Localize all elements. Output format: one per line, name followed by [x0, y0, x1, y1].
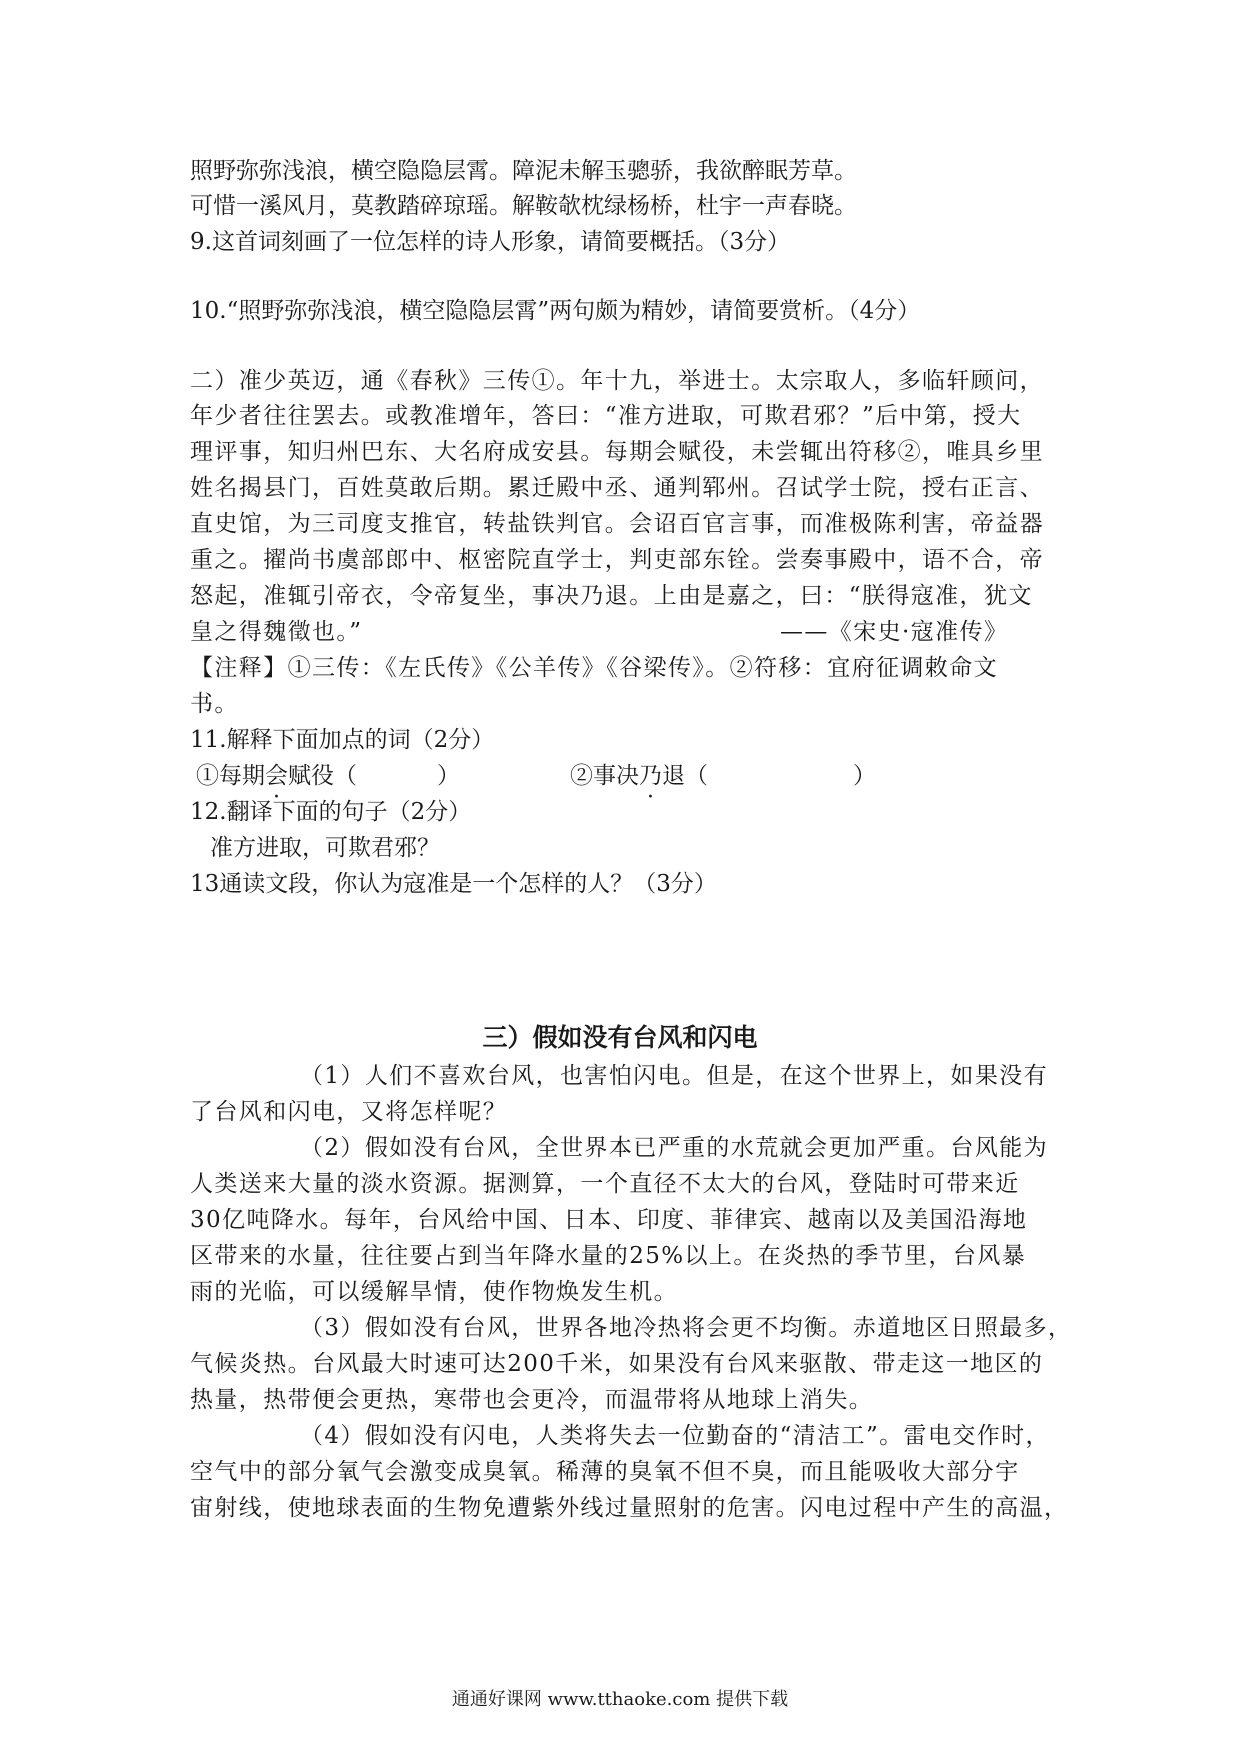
article-line: （4）假如没有闪电，人类将失去一位勤奋的“清洁工”。雷电交作时， [300, 1423, 1050, 1449]
article-line: （3）假如没有台风，世界各地冷热将会更不均衡。赤道地区日照最多， [300, 1315, 1073, 1341]
question-12-sentence: 准方进取，可欺君邪？ [210, 835, 440, 861]
passage-line: 姓名揭县门，百姓莫敢后期。累迁殿中丞、通判郓州。召试学士院，授右正言、 [190, 475, 1044, 501]
article-line: 热量，热带便会更热，寒带也会更冷，而温带将从地球上消失。 [190, 1387, 874, 1413]
question-13: 13通读文段，你认为寇准是一个怎样的人？（3分） [190, 871, 717, 897]
footer-text: 通通好课网 www.tthaoke.com 提供下载 [451, 1689, 789, 1710]
question-11-title: 11.解释下面加点的词（2分） [190, 727, 495, 753]
passage-line: 直史馆，为三司度支推官，转盐铁判官。会诏百官言事，而准极陈利害，帝益器 [190, 511, 1044, 537]
article-line: 30亿吨降水。每年，台风给中国、日本、印度、菲律宾、越南以及美国沿海地 [190, 1207, 1028, 1233]
passage-line: 怒起，准辄引帝衣，令帝复坐，事决乃退。上由是嘉之，曰：“朕得寇准，犹文 [190, 583, 1033, 609]
annotation-line-1: 【注释】①三传：《左氏传》《公羊传》《谷梁传》。②符移：宜府征调敕命文 [190, 655, 998, 681]
article-line: 宙射线，使地球表面的生物免遭紫外线过量照射的危害。闪电过程中产生的高温， [190, 1495, 1069, 1521]
annotation-line-2: 书。 [190, 691, 239, 717]
passage-line: 二）准少英迈，通《春秋》三传①。年十九，举进士。太宗取人，多临轩顾问， [190, 368, 1044, 394]
article-line: 空气中的部分氧气会激变成臭氧。稀薄的臭氧不但不臭，而且能吸收大部分宇 [190, 1459, 1020, 1485]
article-line: （2）假如没有台风，全世界本已严重的水荒就会更加严重。台风能为 [300, 1135, 1049, 1161]
article-line: 了台风和闪电，又将怎样呢？ [190, 1099, 508, 1125]
question-11-items: ①每期会赋役（ ） ②事决乃退（ ） [196, 763, 876, 789]
dotted-word: 乃 [639, 763, 662, 789]
passage-ending: 皇之得魏徵也。” [190, 619, 363, 645]
passage-last-line [190, 614, 1090, 650]
passage-line: 年少者往往罢去。或教准增年，答曰：“准方进取，可欺君邪？”后中第，授大 [190, 403, 1022, 429]
passage-line: 重之。擢尚书虞部郎中、枢密院直学士，判吏部东铨。尝奏事殿中，语不合，帝 [190, 547, 1044, 573]
question-9: 9.这首词刻画了一位怎样的诗人形象，请简要概括。（3分） [190, 229, 791, 255]
article-line: 气候炎热。台风最大时速可达200千米，如果没有台风来驱散、带走这一地区的 [190, 1351, 1044, 1377]
poem-line-2: 可惜一溪风月，莫教踏碎琼瑶。解鞍欹枕绿杨桥，杜宇一声春晓。 [190, 193, 857, 219]
question-12-title: 12.翻译下面的句子（2分） [190, 799, 472, 825]
passage-line: 理评事，知归州巴东、大名府成安县。每期会赋役，未尝辄出符移②，唯具乡里 [190, 439, 1044, 465]
article-line: （1）人们不喜欢台风，也害怕闪电。但是，在这个世界上，如果没有 [300, 1063, 1049, 1089]
dotted-word: 会 [265, 763, 288, 789]
article-line: 区带来的水量，往往要占到当年降水量的25%以上。在炎热的季节里，台风暴 [190, 1243, 1027, 1269]
poem-line-1: 照野弥弥浅浪，横空隐隐层霄。障泥未解玉骢骄，我欲醉眠芳草。 [190, 158, 857, 184]
article-line: 雨的光临，可以缓解旱情，使作物焕发生机。 [190, 1279, 678, 1305]
section-3-title: 三）假如没有台风和闪电 [482, 1023, 758, 1052]
question-10: 10.“照野弥弥浅浪，横空隐隐层霄”两句颇为精妙，请简要赏析。（4分） [190, 298, 921, 324]
passage-source: ——《宋史·寇准传》 [780, 619, 1009, 645]
article-line: 人类送来大量的淡水资源。据测算，一个直径不太大的台风，登陆时可带来近 [190, 1171, 1020, 1197]
